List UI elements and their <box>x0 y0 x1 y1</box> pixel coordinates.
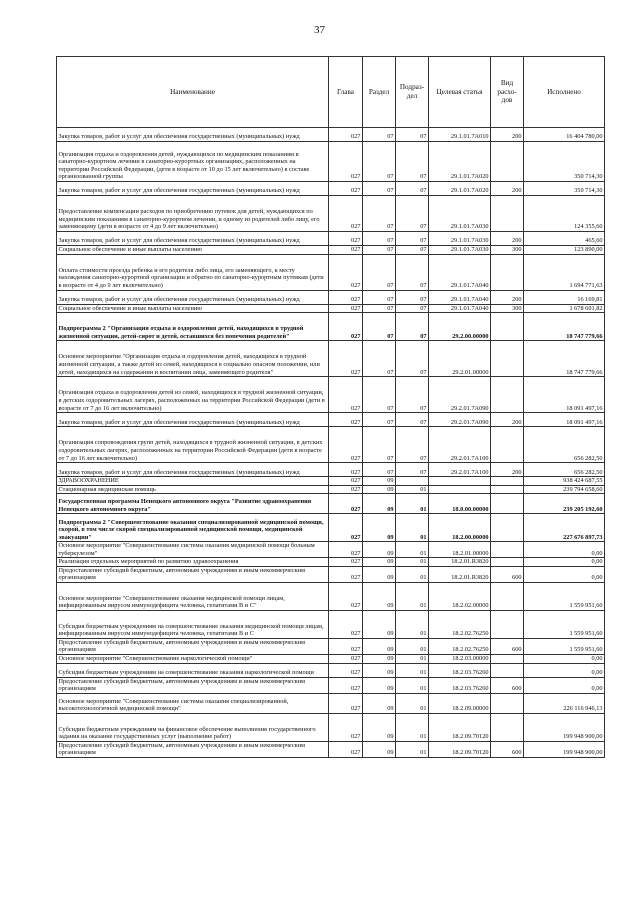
row-subsection-cell: 07 <box>396 254 429 290</box>
row-section-cell: 07 <box>363 232 396 246</box>
row-executed-cell: 239 794 658,60 <box>524 485 605 494</box>
row-chapter-cell: 027 <box>329 485 363 494</box>
row-chapter-cell: 027 <box>329 427 363 463</box>
row-section-cell: 09 <box>363 638 396 654</box>
row-executed-cell: 0,00 <box>524 663 605 677</box>
row-subsection-cell: 01 <box>396 677 429 693</box>
row-target-article-cell: 29.1.01.7A010 <box>429 128 491 142</box>
row-chapter-cell: 027 <box>329 463 363 477</box>
row-chapter-cell: 027 <box>329 413 363 427</box>
row-target-article-cell <box>429 477 491 486</box>
page-number: 37 <box>314 24 325 36</box>
header-name: Наименование <box>57 57 329 128</box>
table-row <box>57 542 605 558</box>
table-row <box>57 610 605 638</box>
table-row <box>57 693 605 713</box>
row-target-article-cell: 18.2.00.00000 <box>429 514 491 542</box>
row-chapter-cell: 027 <box>329 182 363 196</box>
row-subsection-cell: 01 <box>396 485 429 494</box>
row-executed-cell: 199 948 900,00 <box>524 713 605 741</box>
row-subsection-cell: 01 <box>396 494 429 514</box>
row-section-cell: 09 <box>363 477 396 486</box>
row-name-cell: Предоставление субсидий бюджетным, автономным учреждениям и иным некоммерческим организациям <box>57 677 329 693</box>
table-row <box>57 713 605 741</box>
row-chapter-cell: 027 <box>329 128 363 142</box>
row-expense-type-cell <box>491 485 524 494</box>
row-chapter-cell: 027 <box>329 741 363 757</box>
row-chapter-cell: 027 <box>329 638 363 654</box>
row-target-article-cell: 18.2.02.76250 <box>429 610 491 638</box>
row-name-cell: Подпрограмма 2 "Совершенствование оказания специализированной медицинской помощи, скорой, в том числе скорой специализированной медицинской помощи, медицинской эвакуации" <box>57 514 329 542</box>
row-expense-type-cell: 600 <box>491 566 524 582</box>
row-expense-type-cell: 600 <box>491 741 524 757</box>
row-section-cell: 07 <box>363 290 396 304</box>
row-chapter-cell: 027 <box>329 290 363 304</box>
row-subsection-cell: 07 <box>396 377 429 413</box>
row-expense-type-cell <box>491 377 524 413</box>
row-expense-type-cell: 200 <box>491 290 524 304</box>
row-executed-cell: 0,00 <box>524 542 605 558</box>
row-target-article-cell: 29.1.01.7A030 <box>429 232 491 246</box>
table-row <box>57 477 605 486</box>
row-subsection-cell: 01 <box>396 542 429 558</box>
row-section-cell: 09 <box>363 741 396 757</box>
row-section-cell: 09 <box>363 494 396 514</box>
row-subsection-cell: 07 <box>396 463 429 477</box>
table-row <box>57 413 605 427</box>
row-executed-cell: 16 404 780,00 <box>524 128 605 142</box>
row-section-cell: 07 <box>363 196 396 232</box>
row-target-article-cell: 18.2.03.76260 <box>429 663 491 677</box>
row-target-article-cell: 18.2.01.R3820 <box>429 566 491 582</box>
table-row <box>57 485 605 494</box>
row-executed-cell: 1 559 951,60 <box>524 638 605 654</box>
row-chapter-cell: 027 <box>329 558 363 567</box>
row-name-cell: Социальное обеспечение и иные выплаты населению <box>57 246 329 255</box>
row-name-cell: Предоставление компенсации расходов по приобретению путевок для детей, нуждающихся по медицинским показаниям в санаторно-курортном лечении, и одному из родителей либо лицу, его заменяющему (дети в возрасте от 4 до 9 лет включительно) <box>57 196 329 232</box>
row-target-article-cell: 18.0.00.00000 <box>429 494 491 514</box>
row-subsection-cell: 07 <box>396 232 429 246</box>
row-chapter-cell: 027 <box>329 313 363 341</box>
row-name-cell: Закупка товаров, работ и услуг для обеспечения государственных (муниципальных) нужд <box>57 232 329 246</box>
row-subsection-cell: 01 <box>396 558 429 567</box>
row-expense-type-cell: 600 <box>491 638 524 654</box>
row-executed-cell: 18 091 497,16 <box>524 377 605 413</box>
row-expense-type-cell <box>491 655 524 664</box>
row-chapter-cell: 027 <box>329 142 363 182</box>
row-target-article-cell: 18.2.01.00000 <box>429 542 491 558</box>
table-row <box>57 655 605 664</box>
row-name-cell: Основное мероприятие "Совершенствование оказания медицинской помощи лицам, инфицированным вирусом иммунодефицита человека, гепатитами В и С" <box>57 582 329 610</box>
row-expense-type-cell <box>491 713 524 741</box>
row-section-cell: 07 <box>363 427 396 463</box>
row-target-article-cell: 18.2.01.R3820 <box>429 558 491 567</box>
row-expense-type-cell <box>491 558 524 567</box>
row-name-cell: Закупка товаров, работ и услуг для обеспечения государственных (муниципальных) нужд <box>57 128 329 142</box>
row-executed-cell: 18 091 497,16 <box>524 413 605 427</box>
row-expense-type-cell: 200 <box>491 128 524 142</box>
row-expense-type-cell: 200 <box>491 463 524 477</box>
row-executed-cell: 656 282,50 <box>524 463 605 477</box>
row-subsection-cell: 01 <box>396 663 429 677</box>
row-expense-type-cell <box>491 477 524 486</box>
table-row <box>57 638 605 654</box>
row-chapter-cell: 027 <box>329 655 363 664</box>
row-section-cell: 09 <box>363 693 396 713</box>
row-executed-cell: 124 355,60 <box>524 196 605 232</box>
row-name-cell: Стационарная медицинская помощь <box>57 485 329 494</box>
row-target-article-cell: 29.1.01.7A020 <box>429 142 491 182</box>
row-target-article-cell: 29.1.01.7A040 <box>429 290 491 304</box>
row-subsection-cell: 07 <box>396 128 429 142</box>
row-section-cell: 07 <box>363 182 396 196</box>
row-chapter-cell: 027 <box>329 232 363 246</box>
row-executed-cell: 465,60 <box>524 232 605 246</box>
row-subsection-cell: 01 <box>396 610 429 638</box>
row-section-cell: 07 <box>363 128 396 142</box>
row-executed-cell: 0,00 <box>524 558 605 567</box>
row-expense-type-cell <box>491 542 524 558</box>
table-row <box>57 304 605 313</box>
row-name-cell: Организация отдыха и оздоровления детей из семей, находящихся в трудной жизненной ситуации, в детских оздоровительных лагерях, расположенных на территории Российской Федерации (дети в возрасте от 7 до 16 лет включительно) <box>57 377 329 413</box>
row-section-cell: 09 <box>363 655 396 664</box>
row-target-article-cell: 18.2.09.70120 <box>429 713 491 741</box>
row-executed-cell: 350 714,30 <box>524 182 605 196</box>
row-subsection-cell: 07 <box>396 341 429 377</box>
table-row <box>57 514 605 542</box>
row-executed-cell: 0,00 <box>524 655 605 664</box>
row-executed-cell: 656 282,50 <box>524 427 605 463</box>
row-chapter-cell: 027 <box>329 494 363 514</box>
row-target-article-cell: 29.2.00.00000 <box>429 313 491 341</box>
row-name-cell: Предоставление субсидий бюджетным, автономным учреждениям и иным некоммерческим организациям <box>57 566 329 582</box>
row-target-article-cell: 29.2.01.7A100 <box>429 463 491 477</box>
row-subsection-cell: 07 <box>396 313 429 341</box>
budget-execution-table <box>56 56 605 758</box>
table-row <box>57 377 605 413</box>
row-name-cell: Субсидия бюджетным учреждениям на совершенствование оказания медицинской помощи лицам, инфицированным вирусом иммунодефицита человека, гепатитами В и С <box>57 610 329 638</box>
table-row <box>57 558 605 567</box>
row-section-cell: 09 <box>363 542 396 558</box>
table-row <box>57 232 605 246</box>
row-executed-cell: 1 678 601,82 <box>524 304 605 313</box>
row-expense-type-cell <box>491 693 524 713</box>
table-body <box>57 128 605 758</box>
row-section-cell: 07 <box>363 246 396 255</box>
row-executed-cell: 938 424 687,55 <box>524 477 605 486</box>
table-row <box>57 463 605 477</box>
row-name-cell: Основное мероприятие "Совершенствование наркологической помощи" <box>57 655 329 664</box>
row-expense-type-cell <box>491 254 524 290</box>
row-expense-type-cell <box>491 663 524 677</box>
row-name-cell: Основное мероприятие "Совершенствование системы оказания медицинской помощи больным туберкулезом" <box>57 542 329 558</box>
row-name-cell: Государственная программа Ненецкого автономного округа "Развитие здравоохранения Ненецкого автономного округа" <box>57 494 329 514</box>
row-chapter-cell: 027 <box>329 254 363 290</box>
table-row <box>57 582 605 610</box>
row-section-cell: 07 <box>363 413 396 427</box>
table-row <box>57 182 605 196</box>
row-executed-cell: 123 890,00 <box>524 246 605 255</box>
row-target-article-cell: 18.2.03.00000 <box>429 655 491 664</box>
row-executed-cell: 226 116 946,13 <box>524 693 605 713</box>
row-target-article-cell: 18.2.09.00000 <box>429 693 491 713</box>
row-executed-cell: 18 747 779,66 <box>524 313 605 341</box>
row-expense-type-cell <box>491 494 524 514</box>
row-expense-type-cell <box>491 582 524 610</box>
row-executed-cell: 227 676 897,73 <box>524 514 605 542</box>
row-section-cell: 07 <box>363 463 396 477</box>
row-chapter-cell: 027 <box>329 514 363 542</box>
row-expense-type-cell <box>491 427 524 463</box>
row-section-cell: 07 <box>363 313 396 341</box>
row-executed-cell: 199 948 900,00 <box>524 741 605 757</box>
row-subsection-cell: 07 <box>396 182 429 196</box>
row-subsection-cell: 07 <box>396 142 429 182</box>
row-name-cell: Социальное обеспечение и иные выплаты населению <box>57 304 329 313</box>
header-executed: Исполнено <box>524 57 605 128</box>
row-name-cell: Оплата стоимости проезда ребенка и его родителя либо лица, его заменяющего, к месту нахождения санаторно-курортной организации и обратно по санаторно-курортным путевкам (дети в возрасте от 4 до 9 лет включительно) <box>57 254 329 290</box>
row-target-article-cell: 29.1.01.7A020 <box>429 182 491 196</box>
row-executed-cell: 239 205 192,60 <box>524 494 605 514</box>
row-executed-cell: 1 694 771,63 <box>524 254 605 290</box>
row-name-cell: Субсидии бюджетным учреждениям на финансовое обеспечение выполнения государственного задания на оказание государственных услуг (выполнение работ) <box>57 713 329 741</box>
row-section-cell: 09 <box>363 582 396 610</box>
row-name-cell: Закупка товаров, работ и услуг для обеспечения государственных (муниципальных) нужд <box>57 463 329 477</box>
row-executed-cell: 16 169,81 <box>524 290 605 304</box>
row-chapter-cell: 027 <box>329 542 363 558</box>
row-target-article-cell <box>429 485 491 494</box>
row-subsection-cell: 07 <box>396 196 429 232</box>
row-expense-type-cell <box>491 196 524 232</box>
table-row <box>57 566 605 582</box>
row-chapter-cell: 027 <box>329 677 363 693</box>
row-chapter-cell: 027 <box>329 196 363 232</box>
header-subsection: Подраз-дел <box>396 57 429 128</box>
row-chapter-cell: 027 <box>329 246 363 255</box>
row-executed-cell: 1 559 951,60 <box>524 582 605 610</box>
row-executed-cell: 0,00 <box>524 677 605 693</box>
header-section: Раздел <box>363 57 396 128</box>
row-name-cell: Закупка товаров, работ и услуг для обеспечения государственных (муниципальных) нужд <box>57 413 329 427</box>
row-name-cell: Организация отдыха и оздоровления детей, нуждающихся по медицинским показаниям в санаторно-курортном лечении в санаторно-курортных организациях, расположенных на территории Российской Федерации, (дети в возрасте от 10 до 15 лет включительно) в составе организованной группы <box>57 142 329 182</box>
row-section-cell: 09 <box>363 713 396 741</box>
row-subsection-cell: 07 <box>396 304 429 313</box>
row-target-article-cell: 18.2.02.00000 <box>429 582 491 610</box>
row-target-article-cell: 29.1.01.7A040 <box>429 254 491 290</box>
table-row <box>57 254 605 290</box>
row-target-article-cell: 18.2.02.76250 <box>429 638 491 654</box>
row-section-cell: 09 <box>363 610 396 638</box>
row-target-article-cell: 29.1.01.7A030 <box>429 246 491 255</box>
row-target-article-cell: 18.2.09.70120 <box>429 741 491 757</box>
row-chapter-cell: 027 <box>329 610 363 638</box>
row-subsection-cell: 01 <box>396 638 429 654</box>
row-expense-type-cell: 600 <box>491 677 524 693</box>
row-executed-cell: 1 559 951,60 <box>524 610 605 638</box>
row-subsection-cell: 07 <box>396 427 429 463</box>
row-section-cell: 09 <box>363 566 396 582</box>
table-row <box>57 494 605 514</box>
row-subsection-cell: 01 <box>396 566 429 582</box>
row-executed-cell: 350 714,30 <box>524 142 605 182</box>
row-subsection-cell: 07 <box>396 413 429 427</box>
row-executed-cell: 18 747 779,66 <box>524 341 605 377</box>
row-expense-type-cell <box>491 514 524 542</box>
row-section-cell: 07 <box>363 304 396 313</box>
row-name-cell: Основное мероприятие "Совершенствование системы оказания специализированной, высокотехнологичной медицинской помощи" <box>57 693 329 713</box>
row-section-cell: 07 <box>363 377 396 413</box>
table-row <box>57 246 605 255</box>
row-target-article-cell: 29.1.01.7A040 <box>429 304 491 313</box>
row-expense-type-cell: 300 <box>491 304 524 313</box>
table-row <box>57 663 605 677</box>
header-expense-type: Вид расхо-дов <box>491 57 524 128</box>
header-target-article: Целевая статья <box>429 57 491 128</box>
row-name-cell: Закупка товаров, работ и услуг для обеспечения государственных (муниципальных) нужд <box>57 182 329 196</box>
row-subsection-cell: 01 <box>396 514 429 542</box>
row-chapter-cell: 027 <box>329 566 363 582</box>
table-row <box>57 427 605 463</box>
row-chapter-cell: 027 <box>329 304 363 313</box>
row-target-article-cell: 29.2.01.7A100 <box>429 427 491 463</box>
row-subsection-cell: 01 <box>396 655 429 664</box>
row-name-cell: Основное мероприятие "Организация отдыха и оздоровления детей, находящихся в трудной жизненной ситуации, а также детей из семей, находящихся в социально опасном положении, или детей, находящихся на содержании и воспитании лица, заменяющего родителя" <box>57 341 329 377</box>
row-subsection-cell <box>396 477 429 486</box>
table-row <box>57 313 605 341</box>
table-row <box>57 341 605 377</box>
row-chapter-cell: 027 <box>329 341 363 377</box>
table-row <box>57 196 605 232</box>
row-section-cell: 07 <box>363 142 396 182</box>
row-name-cell: Субсидия бюджетным учреждениям на совершенствование оказания наркологической помощи <box>57 663 329 677</box>
row-name-cell: Предоставление субсидий бюджетным, автономным учреждениям и иным некоммерческим организациям <box>57 741 329 757</box>
row-target-article-cell: 29.2.01.00000 <box>429 341 491 377</box>
row-subsection-cell: 01 <box>396 713 429 741</box>
row-subsection-cell: 01 <box>396 741 429 757</box>
row-expense-type-cell <box>491 142 524 182</box>
row-section-cell: 09 <box>363 514 396 542</box>
row-executed-cell: 0,00 <box>524 566 605 582</box>
row-name-cell: Закупка товаров, работ и услуг для обеспечения государственных (муниципальных) нужд <box>57 290 329 304</box>
table-header-row <box>57 57 605 128</box>
row-section-cell: 09 <box>363 485 396 494</box>
header-chapter: Глава <box>329 57 363 128</box>
row-chapter-cell: 027 <box>329 713 363 741</box>
row-section-cell: 09 <box>363 558 396 567</box>
table-row <box>57 677 605 693</box>
table-row <box>57 290 605 304</box>
row-target-article-cell: 29.2.01.7A090 <box>429 413 491 427</box>
row-name-cell: Предоставление субсидий бюджетным, автономным учреждениям и иным некоммерческим организациям <box>57 638 329 654</box>
row-expense-type-cell <box>491 341 524 377</box>
row-chapter-cell: 027 <box>329 582 363 610</box>
row-subsection-cell: 07 <box>396 246 429 255</box>
row-name-cell: Подпрограмма 2 "Организация отдыха и оздоровления детей, находящихся в трудной жизненной ситуации, детей-сирот и детей, оставшихся без попечения родителей" <box>57 313 329 341</box>
row-target-article-cell: 29.2.01.7A090 <box>429 377 491 413</box>
row-name-cell: Реализация отдельных мероприятий по развитию здравоохранения <box>57 558 329 567</box>
row-chapter-cell: 027 <box>329 663 363 677</box>
row-subsection-cell: 01 <box>396 693 429 713</box>
row-chapter-cell: 027 <box>329 377 363 413</box>
row-target-article-cell: 29.1.01.7A030 <box>429 196 491 232</box>
row-section-cell: 07 <box>363 254 396 290</box>
table-row <box>57 741 605 757</box>
row-expense-type-cell: 300 <box>491 246 524 255</box>
row-name-cell: Организация сопровождения групп детей, находящихся в трудной жизненной ситуации, в детских оздоровительных лагерях, расположенных на территории Российской Федерации (дети в возрасте от 7 до 16 лет включительно) <box>57 427 329 463</box>
row-subsection-cell: 07 <box>396 290 429 304</box>
row-section-cell: 09 <box>363 663 396 677</box>
table-row <box>57 142 605 182</box>
row-expense-type-cell <box>491 313 524 341</box>
row-expense-type-cell: 200 <box>491 182 524 196</box>
row-subsection-cell: 01 <box>396 582 429 610</box>
row-expense-type-cell <box>491 610 524 638</box>
row-expense-type-cell: 200 <box>491 413 524 427</box>
table-row <box>57 128 605 142</box>
row-target-article-cell: 18.2.03.76260 <box>429 677 491 693</box>
row-section-cell: 09 <box>363 677 396 693</box>
row-section-cell: 07 <box>363 341 396 377</box>
row-name-cell: ЗДРАВООХРАНЕНИЕ <box>57 477 329 486</box>
row-chapter-cell: 027 <box>329 693 363 713</box>
row-chapter-cell: 027 <box>329 477 363 486</box>
row-expense-type-cell: 200 <box>491 232 524 246</box>
